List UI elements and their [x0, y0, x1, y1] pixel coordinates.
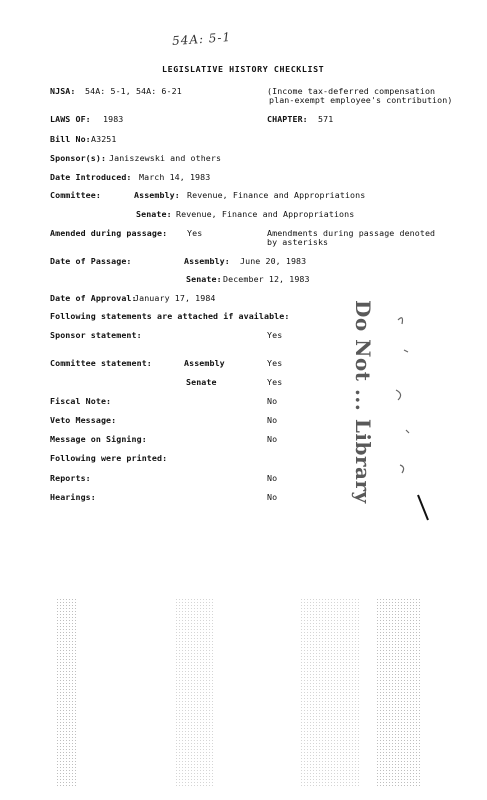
hearings-label: Hearings:	[50, 492, 96, 502]
committee-statement-senate-label: Senate	[186, 377, 217, 387]
committee-assembly-value: Revenue, Finance and Appropriations	[187, 190, 366, 200]
handwritten-note: 54A: 5-1	[171, 29, 232, 49]
description-line-1: (Income tax-deferred compensation	[267, 86, 436, 96]
committee-assembly-label: Assembly:	[134, 190, 180, 200]
sponsor-statement-label: Sponsor statement:	[50, 330, 142, 340]
committee-label: Committee:	[50, 190, 101, 200]
chapter-label: CHAPTER:	[267, 114, 308, 124]
sponsors-label: Sponsor(s):	[50, 153, 107, 163]
njsa-value: 54A: 5-1, 54A: 6-21	[85, 86, 182, 96]
fiscal-note-value: No	[267, 396, 278, 406]
bill-no-value: A3251	[91, 134, 117, 144]
veto-message-value: No	[267, 415, 278, 425]
njsa-label: NJSA:	[50, 86, 76, 96]
laws-of-label: LAWS OF:	[50, 114, 91, 124]
stamp-text: Do Not ... Library	[351, 300, 375, 504]
hearings-value: No	[267, 492, 278, 502]
amended-label: Amended during passage:	[50, 228, 168, 238]
passage-assembly-value: June 20, 1983	[240, 256, 307, 266]
amended-note-line-2: by asterisks	[267, 237, 329, 247]
passage-senate-value: December 12, 1983	[223, 274, 310, 284]
approval-value: January 17, 1984	[134, 293, 216, 303]
signing-message-value: No	[267, 434, 278, 444]
amended-note-line-1: Amendments during passage denoted	[267, 228, 436, 238]
passage-senate-label: Senate:	[186, 274, 222, 284]
sponsors-value: Janiszewski and others	[109, 153, 222, 163]
veto-message-label: Veto Message:	[50, 415, 117, 425]
attached-header: Following statements are attached if available:	[50, 311, 290, 321]
laws-of-value: 1983	[103, 114, 124, 124]
date-introduced-value: March 14, 1983	[139, 172, 211, 182]
scan-noise-center-right	[300, 598, 360, 788]
reports-label: Reports:	[50, 473, 91, 483]
signing-message-label: Message on Signing:	[50, 434, 147, 444]
sponsor-statement-value: Yes	[267, 330, 283, 340]
committee-statement-label: Committee statement:	[50, 358, 152, 368]
committee-statement-senate-value: Yes	[267, 377, 283, 387]
passage-label: Date of Passage:	[50, 256, 132, 266]
date-introduced-label: Date Introduced:	[50, 172, 132, 182]
scan-noise-left	[56, 598, 76, 788]
printed-header: Following were printed:	[50, 453, 168, 463]
committee-senate-value: Revenue, Finance and Appropriations	[176, 209, 355, 219]
scan-noise-center	[175, 598, 215, 788]
page-title: LEGISLATIVE HISTORY CHECKLIST	[162, 64, 325, 74]
chapter-value: 571	[318, 114, 334, 124]
committee-statement-assembly-value: Yes	[267, 358, 283, 368]
scan-noise-right	[376, 598, 421, 788]
approval-label: Date of Approval:	[50, 293, 137, 303]
description-line-2: plan-exempt employee's contribution)	[269, 95, 453, 105]
amended-value: Yes	[187, 228, 203, 238]
bill-no-label: Bill No:	[50, 134, 91, 144]
passage-assembly-label: Assembly:	[184, 256, 230, 266]
fiscal-note-label: Fiscal Note:	[50, 396, 112, 406]
committee-senate-label: Senate:	[136, 209, 172, 219]
committee-statement-assembly-label: Assembly	[184, 358, 225, 368]
reports-value: No	[267, 473, 278, 483]
